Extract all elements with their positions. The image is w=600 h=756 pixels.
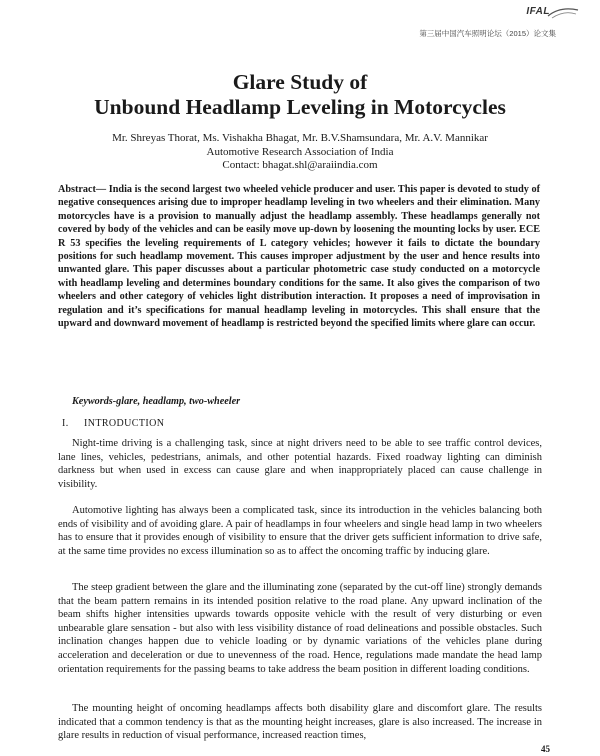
author-contact: Contact: bhagat.shl@araiindia.com [222,159,378,171]
keywords: Keywords-glare, headlamp, two-wheeler [72,396,241,407]
abstract [58,183,540,330]
conference-logo: IFAL [526,6,550,17]
author-names: Mr. Shreyas Thorat, Ms. Vishakha Bhagat, Mr. B.V.Shamsundara, Mr. A.V. Mannikar [112,132,488,144]
abstract-label: Abstract— [58,184,107,195]
paper-title [0,70,600,120]
body-paragraph: Automotive lighting has always been a complicated task, since its introduction in the vehicles balancing both ends of visibility and of avoiding glare. A pair of headlamps in four wheelers and single head lamp in two wheelers has to ensure that it provides enough of visibility to ensure that the driver gets sufficient information to drive safe, at the same time provides no excess illumination so as to affect the oncoming traffic by inducing glare. [58,505,542,557]
body-paragraph: Night-time driving is a challenging task, since at night drivers need to be able to see traffic control devices, lane lines, vehicles, pedestrians, animals, and other potential hazards. Fixed roadway lighting can diminish darkness but when used in excess can cause glare and when inappropriately placed can cause challenge in visibility. [58,438,542,490]
body-paragraph: The steep gradient between the glare and the illuminating zone (separated by the cut-off line) strongly demands that the beam pattern remains in its intended position relative to the road plane. Any upward inclination of the beam shifts higher intensities upwards towards opposite vehicle with the result of very disturbing or even unbearable glare sensation - but also with less visibility distance of road delineations and possible obstacles. Such inclination changes happen due to vehicle loading or by dynamic variations of the vehicles plane during acceleration and deceleration or due to unevenness of the road. Hence, regulations made mandate the head lamp orientation requirements for the passing beams to take address the beam position in different loading conditions. [58,582,542,675]
author-affiliation: Automotive Research Association of India [206,145,394,158]
proceedings-header-note: 第三届中国汽车照明论坛（2015）论文集 [419,29,556,38]
body-paragraph: The mounting height of oncoming headlamps affects both disability glare and discomfort glare. The results indicated that a common tendency is that as the mounting height increases, glare is also increased. The increase in glare results in reduction of visual performance, increased reaction times, [58,703,542,742]
logo-swoosh-icon [546,4,580,20]
section-title: INTRODUCTION [84,418,165,429]
abstract-text: India is the second largest two wheeled vehicle producer and user. This paper is devoted to study of negative consequences arising due to improper headlamp leveling in two wheelers and their elimination. Many motorcycles have is a provision to manually adjust the headlamp assembly. These headlamps generally not covered by body of the vehicles and can be easily move up-down by loosening the mounting locks by user. ECE R 53 specifies the leveling requirements of L category vehicles; however it fails to dictate the boundary positions for such headlamp movement. This causes improper adjustment by the user and hence results into unwanted glare. This paper discusses about a particular photometric case study conducted on a motorcycle with headlamp leveling and determines boundary conditions for the same. It also gives the comparison of two wheelers and other category of vehicles light distribution interaction. It proposes a need of improvisation in regulation and it’s specifications for manual headlamp leveling in motorcycles. This shall ensure that the upward and downward movement of headlamp is restricted beyond the specified limits where glare can occur. [58,184,540,330]
title-line-1: Glare Study of [232,70,368,94]
author-block [0,132,600,173]
section-heading [62,418,164,429]
section-number: I. [62,418,69,429]
page-number: 45 [541,744,550,754]
title-line-2: Unbound Headlamp Leveling in Motorcycles [94,95,506,119]
